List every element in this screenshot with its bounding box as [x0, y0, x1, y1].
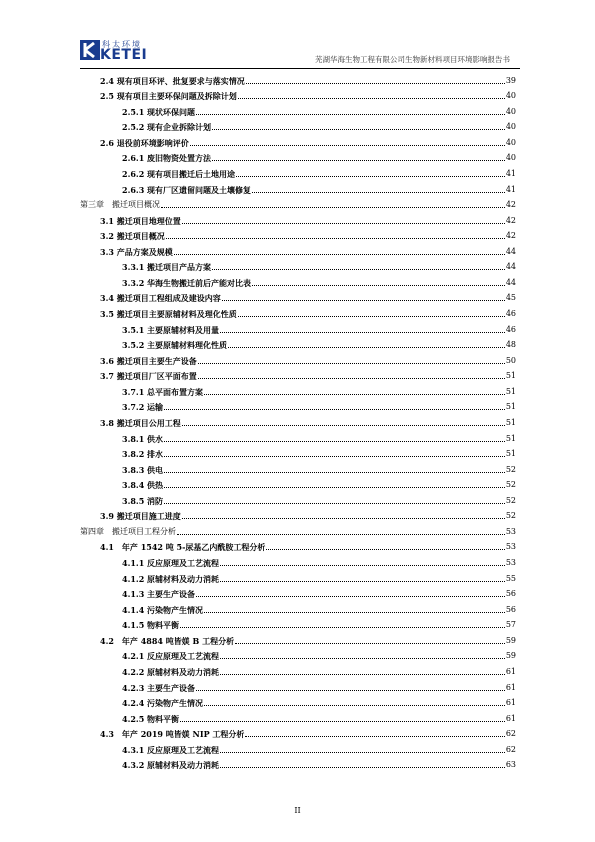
dot-leader [204, 705, 505, 706]
dot-leader [246, 83, 505, 84]
dot-leader [196, 690, 505, 691]
toc-entry[interactable] [80, 755, 516, 771]
toc-entry[interactable] [80, 724, 516, 740]
dot-leader [212, 160, 505, 161]
toc-entry[interactable] [80, 101, 516, 117]
dot-leader [204, 612, 505, 613]
toc-entry-page: 51 [505, 433, 516, 443]
dot-leader [235, 643, 505, 644]
toc-entry-page: 63 [505, 760, 516, 770]
toc-entry-page: 39 [505, 75, 516, 85]
toc-entry[interactable] [80, 288, 516, 304]
dot-leader [212, 129, 505, 130]
dot-leader [220, 752, 505, 753]
page-number: II [294, 806, 301, 815]
logo-text: KETEI [100, 47, 148, 63]
toc-entry[interactable] [80, 366, 516, 382]
dot-leader [238, 316, 505, 317]
toc-entry-label: 4.1 年产 1542 吨 5-尿基乙内酰胺工程分析 [100, 542, 266, 553]
dot-leader [228, 347, 505, 348]
toc-entry[interactable] [80, 70, 516, 86]
toc-entry[interactable] [80, 195, 516, 211]
toc-entry[interactable] [80, 381, 516, 397]
toc-entry[interactable] [80, 708, 516, 724]
toc-entry-page: 44 [505, 277, 516, 287]
toc-entry-label: 3.3.1 搬迁项目产品方案 [122, 262, 212, 273]
toc-entry-label: 4.3 年产 2019 吨皆媄 NIP 工程分析 [100, 729, 245, 740]
dot-leader [222, 300, 505, 301]
dot-leader [180, 627, 505, 628]
toc-entry-label: 2.6.1 废旧物资处置方法 [122, 153, 212, 164]
toc-entry-page: 46 [505, 309, 516, 318]
toc-entry-page: 51 [505, 449, 516, 459]
toc-entry-label: 2.6.3 现有厂区遗留问题及土壤修复 [122, 184, 252, 195]
toc-entry-label: 3.8.1 供水 [122, 433, 164, 444]
toc-entry-page: 41 [505, 168, 516, 178]
toc-entry-page: 44 [505, 262, 516, 272]
toc-entry-label: 3.1 搬迁项目地理位置 [100, 215, 181, 226]
toc-entry-page: 50 [505, 355, 516, 365]
toc-entry-label: 3.6 搬迁项目主要生产设备 [100, 355, 197, 366]
toc-entry-label: 3.9 搬迁项目施工进度 [100, 511, 181, 522]
toc-entry-label: 4.2.1 反应原理及工艺流程 [122, 651, 220, 662]
dot-leader [182, 425, 505, 426]
toc-entry-page: 51 [505, 417, 516, 427]
toc-entry[interactable] [80, 459, 516, 475]
dot-leader [212, 269, 505, 270]
dot-leader [180, 721, 505, 722]
dot-leader [220, 581, 505, 582]
dot-leader [164, 409, 505, 410]
toc-entry-label: 3.7 搬迁项目厂区平面布置 [100, 371, 197, 382]
toc-entry-label: 3.7.2 运输 [122, 402, 164, 413]
toc-entry-page: 40 [505, 122, 516, 132]
toc-entry[interactable] [80, 117, 516, 133]
toc-entry[interactable] [80, 86, 516, 102]
toc-entry-page: 44 [505, 246, 516, 256]
toc-entry-page: 56 [505, 589, 516, 599]
dot-leader [196, 596, 505, 597]
toc-entry-page: 56 [505, 604, 516, 614]
toc-entry-page: 55 [505, 573, 516, 583]
toc-entry[interactable] [80, 615, 516, 631]
toc-entry[interactable] [80, 179, 516, 195]
company-logo [80, 38, 160, 64]
toc-entry-label: 2.5 现有项目主要环保问题及拆除计划 [100, 91, 237, 102]
toc-entry-label: 4.1.4 污染物产生情况 [122, 604, 204, 615]
toc-entry-label: 3.5.1 主要原辅材料及用量 [122, 324, 220, 335]
toc-entry[interactable] [80, 210, 516, 226]
toc-entry[interactable] [80, 163, 516, 179]
toc-entry-label: 3.8.2 排水 [122, 449, 164, 460]
toc-entry-label: 4.1.1 反应原理及工艺流程 [122, 558, 220, 568]
toc-entry[interactable] [80, 739, 516, 755]
toc-entry[interactable] [80, 319, 516, 335]
toc-entry-page: 52 [505, 480, 516, 490]
toc-entry-page: 41 [505, 184, 516, 194]
dot-leader [166, 238, 505, 239]
toc-entry[interactable] [80, 584, 516, 600]
toc-entry[interactable] [80, 630, 516, 646]
page-header [80, 38, 520, 68]
toc-entry-page: 51 [505, 402, 516, 412]
toc-entry-label: 2.6.2 现有项目搬迁后土地用途 [122, 168, 236, 179]
toc-entry-page: 59 [505, 635, 516, 645]
toc-entry-page: 53 [505, 526, 516, 536]
dot-leader [196, 114, 505, 115]
toc-entry[interactable] [80, 397, 516, 413]
dot-leader [174, 254, 505, 255]
toc-entry-label: 4.2.2 原辅材料及动力消耗 [122, 666, 220, 677]
toc-entry-label: 4.1.3 主要生产设备 [122, 589, 196, 600]
toc-entry-page: 53 [505, 542, 516, 552]
dot-leader [252, 285, 505, 286]
document-title: 芜湖华海生物工程有限公司生物新材料项目环境影响报告书 [315, 55, 510, 64]
toc-entry-page: 42 [505, 215, 516, 225]
dot-leader [182, 518, 505, 519]
toc-entry-label: 第四章 搬迁项目工程分析 [80, 526, 176, 536]
toc-entry[interactable] [80, 661, 516, 677]
toc-entry-page: 61 [505, 713, 516, 723]
toc-entry-label: 3.5.2 主要原辅材料理化性质 [122, 340, 228, 351]
toc-entry[interactable] [80, 335, 516, 351]
dot-leader [190, 145, 505, 146]
dot-leader [198, 378, 505, 379]
toc-entry-page: 42 [505, 200, 516, 210]
toc-entry-page: 61 [505, 682, 516, 692]
toc-entry-page: 40 [505, 153, 516, 163]
dot-leader [220, 332, 505, 333]
toc-entry-page: 53 [505, 558, 516, 567]
toc-entry[interactable] [80, 241, 516, 257]
toc-entry[interactable] [80, 677, 516, 693]
toc-entry[interactable] [80, 537, 516, 553]
toc-entry-page: 52 [505, 495, 516, 505]
toc-entry[interactable] [80, 646, 516, 662]
toc-entry-page: 42 [505, 231, 516, 241]
toc-entry-label: 4.2 年产 4884 吨皆媄 B 工程分析 [100, 635, 235, 646]
toc-entry-page: 51 [505, 386, 516, 396]
toc-entry[interactable] [80, 226, 516, 242]
toc-entry-label: 4.1.2 原辅材料及动力消耗 [122, 573, 220, 584]
toc-entry[interactable] [80, 568, 516, 584]
toc-entry-label: 2.5.2 现有企业拆除计划 [122, 122, 212, 133]
toc-entry-page: 52 [505, 511, 516, 521]
dot-leader [220, 658, 505, 659]
toc-entry-label: 3.7.1 总平面布置方案 [122, 386, 204, 397]
toc-entry-page: 57 [505, 620, 516, 630]
toc-entry-label: 4.2.4 污染物产生情况 [122, 698, 204, 709]
toc-entry-label: 4.1.5 物料平衡 [122, 620, 180, 631]
toc-entry[interactable] [80, 444, 516, 460]
toc-entry-page: 45 [505, 293, 516, 303]
dot-leader [182, 223, 505, 224]
dot-leader [164, 441, 505, 442]
toc-entry[interactable] [80, 350, 516, 366]
toc-entry[interactable] [80, 475, 516, 491]
toc-entry-page: 40 [505, 106, 516, 116]
toc-entry[interactable] [80, 303, 516, 319]
toc-entry-page: 51 [505, 371, 516, 381]
toc-entry-page: 61 [505, 666, 516, 676]
toc-entry-label: 3.8.4 供热 [122, 480, 164, 491]
dot-leader [220, 767, 505, 768]
dot-leader [204, 394, 505, 395]
dot-leader [164, 487, 505, 488]
toc-entry[interactable] [80, 521, 516, 537]
toc-entry[interactable] [80, 428, 516, 444]
toc-entry[interactable] [80, 132, 516, 148]
dot-leader [220, 674, 505, 675]
toc-entry-page: 40 [505, 91, 516, 101]
toc-entry-label: 4.2.5 物料平衡 [122, 713, 180, 724]
ketei-logo-icon [80, 40, 100, 60]
toc-entry-label: 2.5.1 现状环保问题 [122, 106, 196, 117]
toc-entry[interactable] [80, 506, 516, 522]
toc-entry-label: 3.8.3 供电 [122, 464, 164, 475]
dot-leader [220, 565, 505, 566]
toc-entry-page: 62 [505, 744, 516, 754]
toc-entry[interactable] [80, 257, 516, 273]
toc-entry[interactable] [80, 412, 516, 428]
table-of-contents [80, 70, 516, 770]
dot-leader [164, 456, 505, 457]
dot-leader [177, 534, 505, 535]
dot-leader [161, 207, 505, 208]
toc-entry[interactable] [80, 552, 516, 568]
dot-leader [164, 472, 505, 473]
toc-entry-label: 3.2 搬迁项目概况 [100, 231, 165, 242]
toc-entry-label: 2.6 退役前环境影响评价 [100, 137, 189, 148]
toc-entry-label: 4.3.2 原辅材料及动力消耗 [122, 760, 220, 771]
header-divider [80, 68, 520, 69]
toc-entry-page: 48 [505, 340, 516, 350]
toc-entry-label: 3.3 产品方案及规模 [100, 246, 173, 257]
toc-entry-label: 第三章 搬迁项目概况 [80, 200, 160, 210]
toc-entry-label: 4.2.3 主要生产设备 [122, 682, 196, 693]
dot-leader [164, 503, 505, 504]
toc-entry-page: 52 [505, 464, 516, 474]
toc-entry-label: 2.4 现有项目环评、批复要求与落实情况 [100, 75, 245, 86]
toc-entry-page: 40 [505, 137, 516, 147]
dot-leader [198, 363, 505, 364]
dot-leader [245, 736, 504, 737]
toc-entry-page: 61 [505, 698, 516, 708]
toc-entry[interactable] [80, 272, 516, 288]
toc-entry-page: 59 [505, 651, 516, 661]
toc-entry[interactable] [80, 599, 516, 615]
dot-leader [236, 176, 505, 177]
toc-entry-label: 3.5 搬迁项目主要原辅材料及理化性质 [100, 309, 237, 319]
dot-leader [238, 98, 505, 99]
toc-entry-label: 3.3.2 华海生物搬迁前后产能对比表 [122, 277, 252, 288]
toc-entry-label: 3.8 搬迁项目公用工程 [100, 417, 181, 428]
toc-entry-page: 62 [505, 729, 516, 739]
dot-leader [266, 549, 504, 550]
toc-entry[interactable] [80, 693, 516, 709]
toc-entry[interactable] [80, 148, 516, 164]
dot-leader [252, 192, 505, 193]
toc-entry[interactable] [80, 490, 516, 506]
toc-entry-page: 46 [505, 324, 516, 334]
logo-subtitle: 科太环境 [102, 40, 142, 49]
toc-entry-label: 3.4 搬迁项目工程组成及建设内容 [100, 293, 221, 304]
toc-entry-label: 4.3.1 反应原理及工艺流程 [122, 744, 220, 755]
toc-entry-label: 3.8.5 消防 [122, 495, 164, 506]
